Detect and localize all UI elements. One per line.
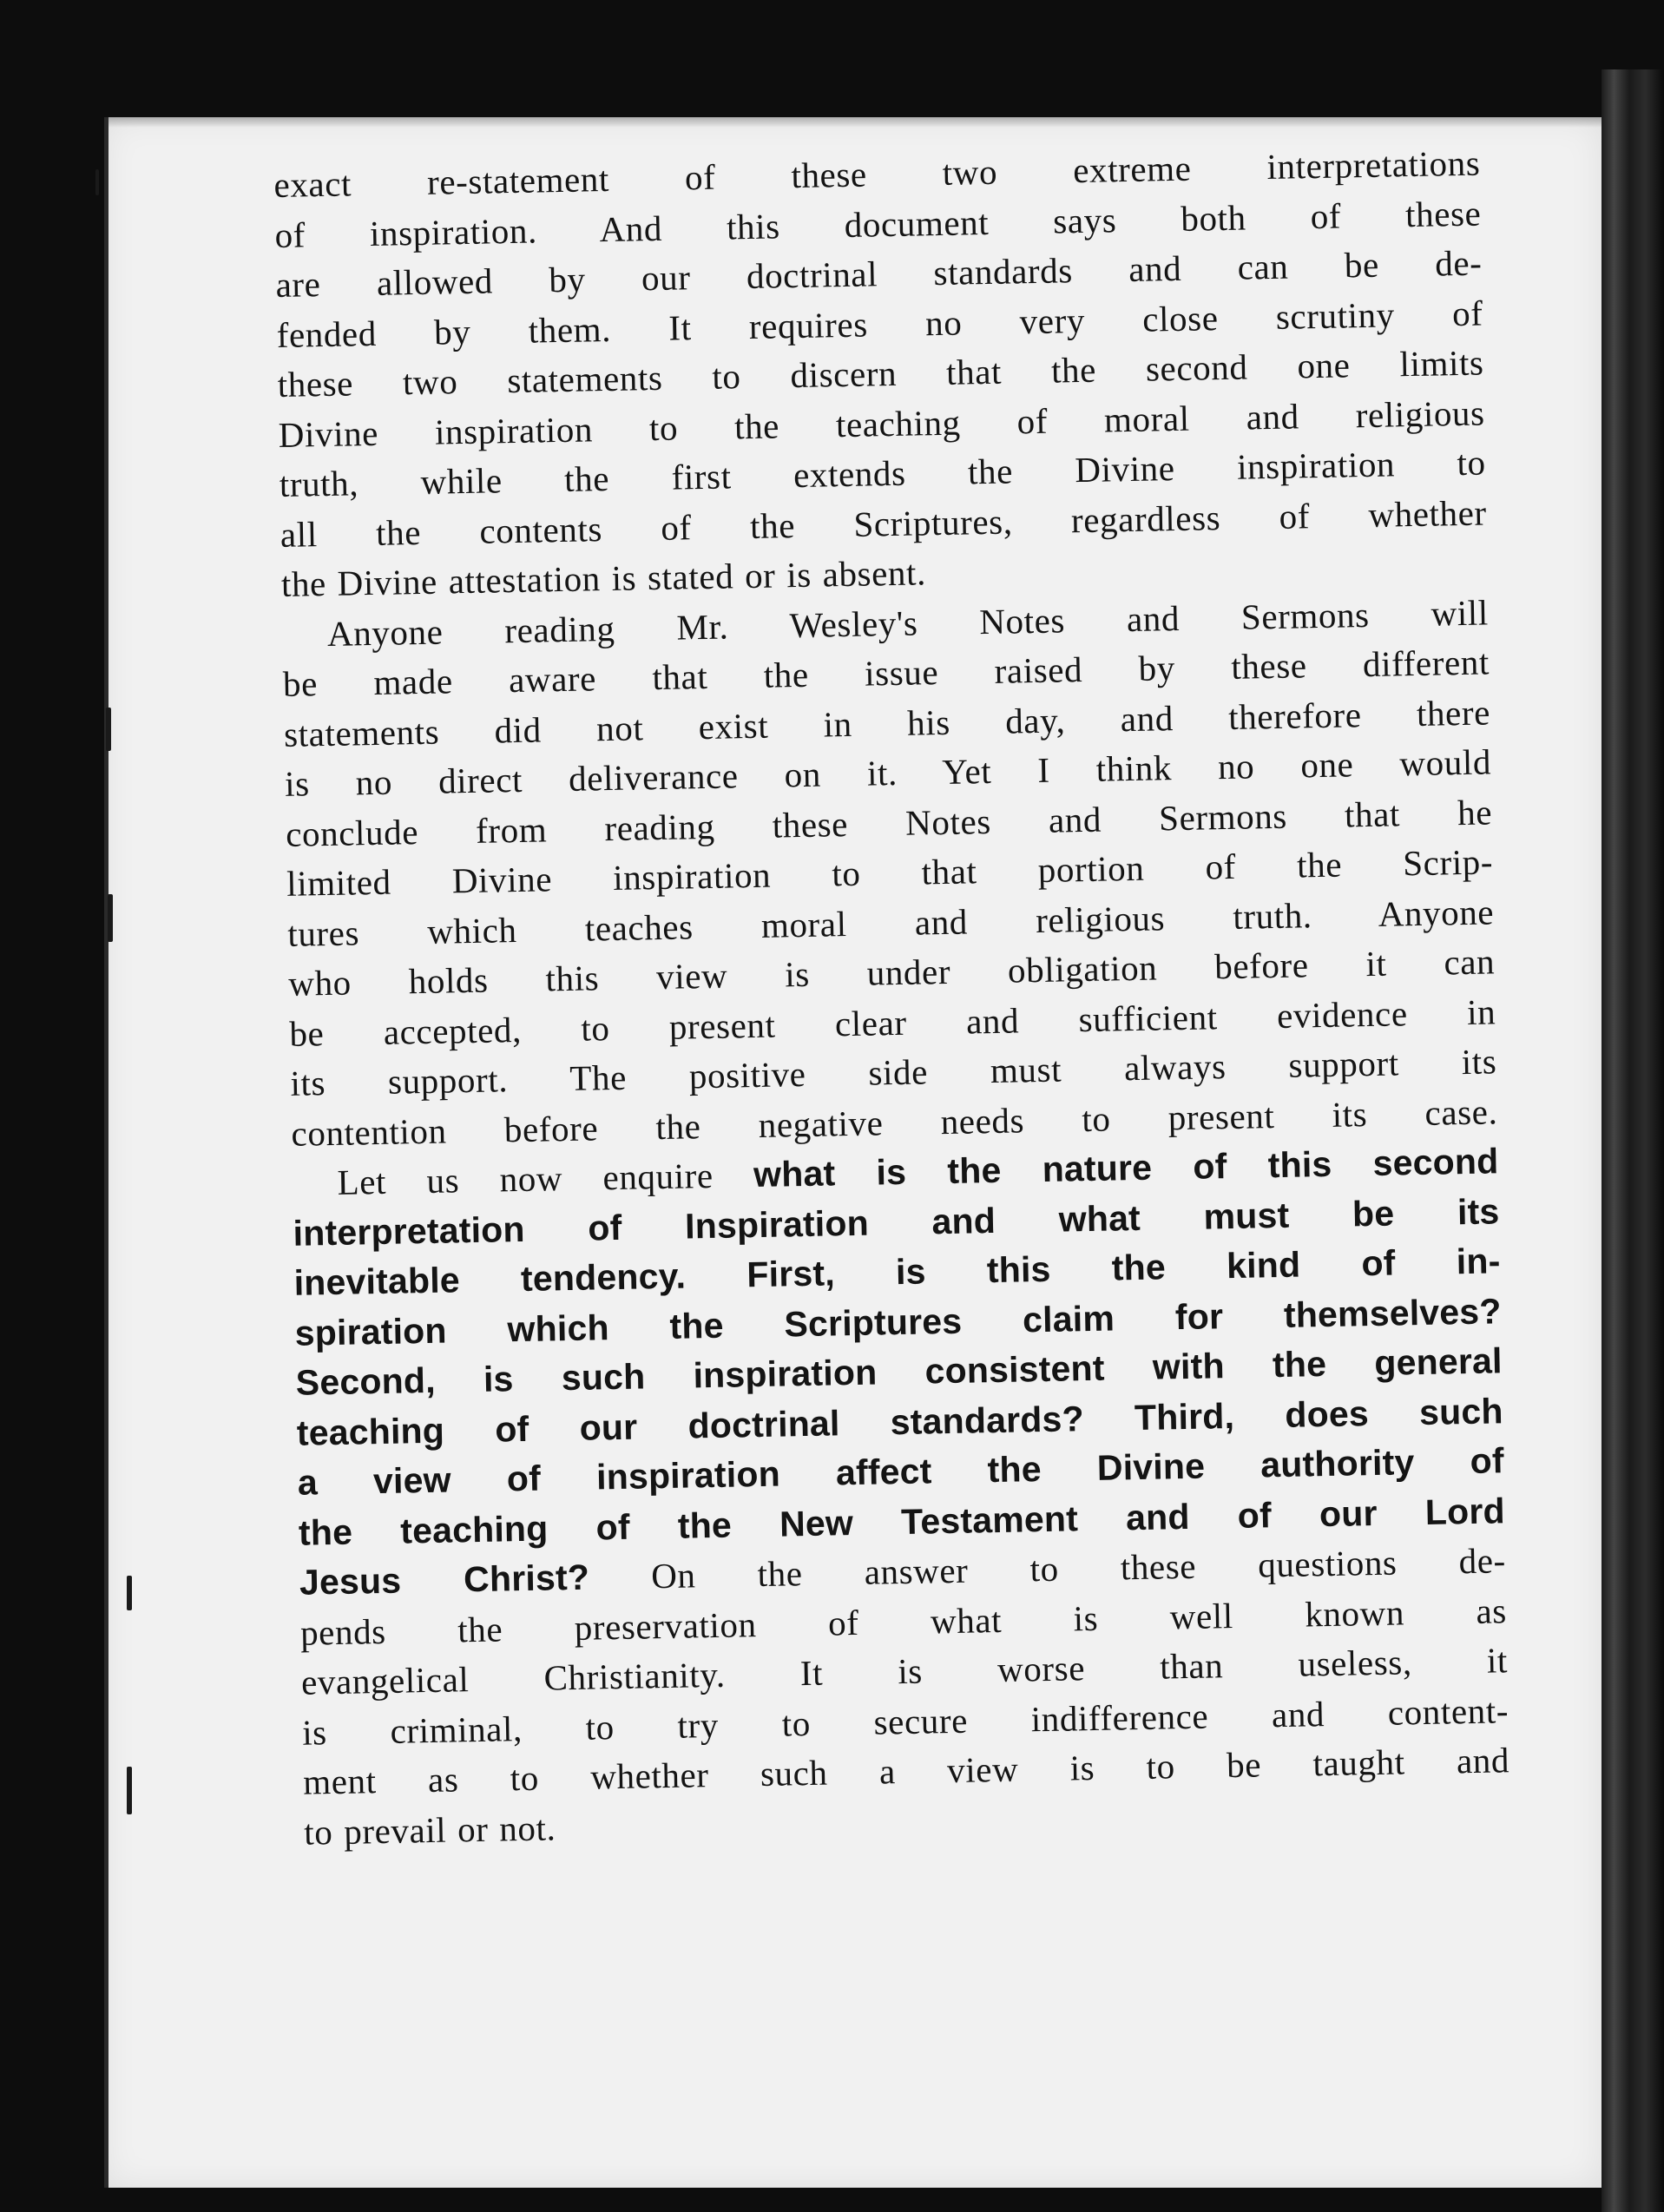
text-line: fended by them. It requires no very close scrutiny of (276, 292, 1483, 355)
text-line: is no direct deliverance on it. Yet I think no one would (284, 741, 1492, 804)
gutter-mark (127, 1767, 132, 1814)
text-line: are allowed by our doctrinal standards and can be de- (275, 242, 1483, 305)
text-line: who holds this view is under obligation before it can (287, 941, 1496, 1004)
text-line: truth, while the first extends the Divine inspiration to (279, 442, 1487, 504)
bold-text: inevitable tendency. First, is this the kind of in- (293, 1241, 1501, 1303)
bold-text: the teaching of the New Testament and of our Lord (298, 1490, 1506, 1553)
bold-text: interpretation of Inspiration and what must be its (293, 1190, 1500, 1254)
text-line: be accepted, to present clear and sufficient evidence in (289, 991, 1496, 1054)
book-spine-edge (1602, 69, 1664, 2212)
bold-text: teaching of our doctrinal standards? Third, does such (296, 1390, 1504, 1453)
gutter-mark (106, 708, 111, 751)
text-line: these two statements to discern that the second one limits (277, 342, 1484, 405)
plain-text: On the answer to these questions de- (589, 1540, 1507, 1597)
page-top-shadow (104, 117, 1602, 128)
bold-text: what is the nature of this second (753, 1141, 1499, 1195)
gutter-mark (127, 1576, 132, 1610)
text-line: limited Divine inspiration to that portion of the Scrip- (286, 841, 1494, 904)
bold-text: Jesus Christ? (299, 1557, 590, 1603)
text-line: exact re-statement of these two extreme interpretations (273, 142, 1481, 205)
text-line: of inspiration. And this document says both of these (274, 193, 1482, 255)
text-line: all the contents of the Scriptures, regardless of whether (280, 491, 1488, 555)
text-line: contention before the negative needs to present its case. (291, 1090, 1498, 1154)
plain-text: to prevail or not. (303, 1807, 556, 1853)
left-page-edge (104, 117, 109, 2188)
bold-text: Second, is such inspiration consistent with the general (295, 1340, 1503, 1403)
text-line: Divine inspiration to the teaching of moral and religious (278, 392, 1485, 455)
plain-text: ment as to whether such a view is to be taught and (302, 1740, 1510, 1802)
paragraph-1 (273, 139, 1488, 610)
bold-text: spiration which the Scriptures claim for themselves? (294, 1290, 1502, 1353)
text-line: be made aware that the issue raised by these different (282, 642, 1490, 704)
text-line: Anyone reading Mr. Wesley's Notes and Sermons will (326, 591, 1490, 654)
bold-text: a view of inspiration affect the Divine authority of (297, 1440, 1505, 1503)
plain-text: pends the preservation of what is well known as (299, 1590, 1508, 1653)
gutter-mark (108, 894, 113, 942)
text-line: tures which teaches moral and religious truth. Anyone (286, 891, 1495, 954)
text-line: statements did not exist in his day, and therefore there (283, 691, 1491, 754)
plain-text: Let us now enquire (337, 1155, 754, 1202)
text-line: conclude from reading these Notes and Sermons that he (285, 791, 1493, 854)
gutter-mark (95, 169, 99, 195)
text-line: the Divine attestation is stated or is absent. (280, 552, 927, 604)
paragraph-2 (281, 588, 1497, 1159)
plain-text: evangelical Christianity. It is worse than useless, it (300, 1640, 1509, 1702)
body-text (273, 139, 1511, 1858)
text-line: its support. The positive side must always support its (290, 1041, 1497, 1103)
paragraph-3 (292, 1136, 1511, 1857)
plain-text: is criminal, to try to secure indifference and content- (301, 1689, 1509, 1753)
